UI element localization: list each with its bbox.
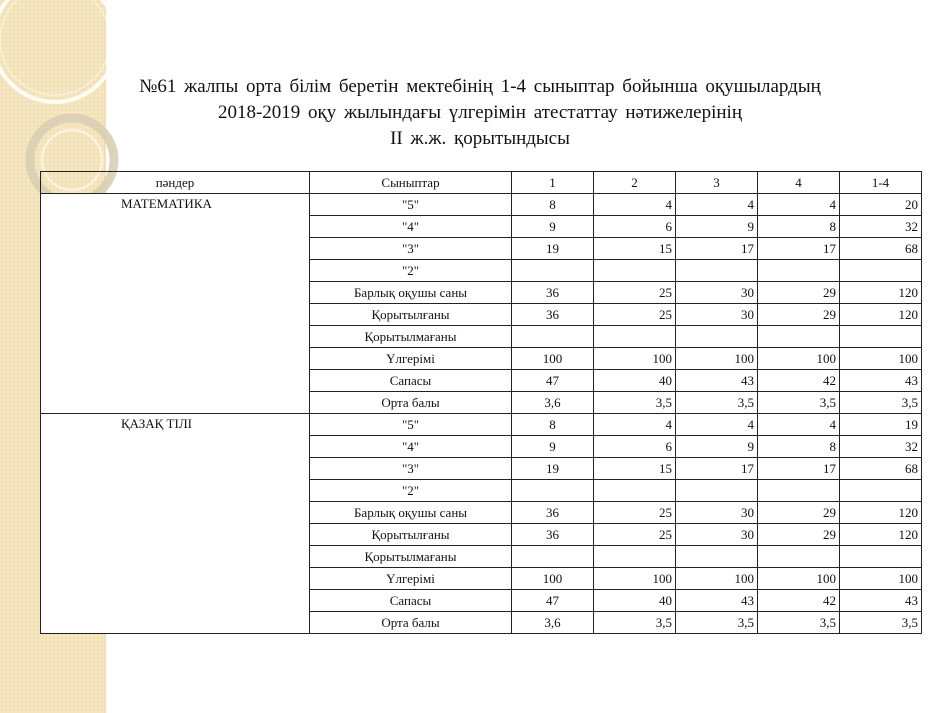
value-cell: 19: [512, 458, 594, 480]
value-cell: 17: [758, 238, 840, 260]
value-cell: 100: [758, 348, 840, 370]
value-cell: 42: [758, 590, 840, 612]
value-cell: 30: [676, 502, 758, 524]
indicator-label: "4": [310, 436, 512, 458]
value-cell: [840, 260, 922, 282]
value-cell: [676, 546, 758, 568]
title-line-3: ІІ ж.ж. қорытындысы: [390, 128, 570, 149]
subject-name: ҚАЗАҚ ТІЛІ: [41, 414, 310, 634]
value-cell: 100: [840, 348, 922, 370]
value-cell: 15: [594, 238, 676, 260]
table-header-row: [41, 172, 922, 194]
title-line-2: 2018-2019 оқу жылындағы үлгерімін атестаттау нәтижелерінің: [217, 102, 743, 123]
value-cell: 17: [758, 458, 840, 480]
table-row: [41, 194, 922, 216]
title-line-1: №61 жалпы орта білім беретін мектебінің 1-4 сыныптар бойынша оқушылардың: [139, 76, 821, 97]
indicator-label: "3": [310, 458, 512, 480]
value-cell: 3,6: [512, 392, 594, 414]
value-cell: 120: [840, 304, 922, 326]
indicator-label: Барлық оқушы саны: [310, 282, 512, 304]
value-cell: 30: [676, 524, 758, 546]
value-cell: 100: [512, 348, 594, 370]
value-cell: 40: [594, 590, 676, 612]
value-cell: 120: [840, 502, 922, 524]
header-classes: Сыныптар: [310, 172, 512, 194]
indicator-label: Орта балы: [310, 612, 512, 634]
value-cell: 4: [676, 414, 758, 436]
value-cell: 3,5: [594, 392, 676, 414]
header-grade-3: 3: [676, 172, 758, 194]
header-grade-1: 1: [512, 172, 594, 194]
value-cell: [512, 260, 594, 282]
indicator-label: Барлық оқушы саны: [310, 502, 512, 524]
value-cell: [676, 326, 758, 348]
value-cell: 100: [840, 568, 922, 590]
value-cell: 4: [594, 194, 676, 216]
value-cell: 100: [512, 568, 594, 590]
value-cell: [512, 326, 594, 348]
value-cell: [840, 326, 922, 348]
value-cell: 43: [676, 590, 758, 612]
value-cell: 17: [676, 458, 758, 480]
value-cell: 25: [594, 282, 676, 304]
value-cell: 100: [676, 568, 758, 590]
value-cell: 3,5: [676, 392, 758, 414]
header-total: 1-4: [840, 172, 922, 194]
value-cell: [594, 480, 676, 502]
value-cell: [758, 326, 840, 348]
value-cell: 8: [758, 436, 840, 458]
value-cell: [594, 326, 676, 348]
value-cell: 17: [676, 238, 758, 260]
value-cell: [512, 480, 594, 502]
value-cell: 3,5: [758, 612, 840, 634]
value-cell: 19: [840, 414, 922, 436]
value-cell: 43: [840, 590, 922, 612]
value-cell: 43: [676, 370, 758, 392]
value-cell: 9: [512, 216, 594, 238]
indicator-label: "5": [310, 414, 512, 436]
value-cell: 29: [758, 282, 840, 304]
indicator-label: Сапасы: [310, 370, 512, 392]
indicator-label: Үлгерімі: [310, 348, 512, 370]
indicator-label: "5": [310, 194, 512, 216]
value-cell: [676, 260, 758, 282]
value-cell: 9: [512, 436, 594, 458]
value-cell: 36: [512, 304, 594, 326]
value-cell: 100: [594, 568, 676, 590]
value-cell: 9: [676, 436, 758, 458]
value-cell: 15: [594, 458, 676, 480]
value-cell: 3,5: [758, 392, 840, 414]
value-cell: 32: [840, 436, 922, 458]
value-cell: 29: [758, 524, 840, 546]
indicator-label: Қорытылмағаны: [310, 326, 512, 348]
value-cell: 43: [840, 370, 922, 392]
value-cell: 4: [758, 414, 840, 436]
indicator-label: "4": [310, 216, 512, 238]
indicator-label: "3": [310, 238, 512, 260]
value-cell: [594, 260, 676, 282]
value-cell: 30: [676, 282, 758, 304]
indicator-label: Орта балы: [310, 392, 512, 414]
value-cell: [840, 546, 922, 568]
value-cell: 36: [512, 282, 594, 304]
value-cell: 36: [512, 502, 594, 524]
value-cell: 3,6: [512, 612, 594, 634]
header-subjects: пәндер: [41, 172, 310, 194]
value-cell: 29: [758, 304, 840, 326]
value-cell: 19: [512, 238, 594, 260]
value-cell: 3,5: [840, 612, 922, 634]
indicator-label: Қорытылмағаны: [310, 546, 512, 568]
value-cell: 3,5: [840, 392, 922, 414]
value-cell: 68: [840, 458, 922, 480]
indicator-label: "2": [310, 480, 512, 502]
value-cell: [758, 546, 840, 568]
value-cell: 25: [594, 502, 676, 524]
value-cell: 120: [840, 282, 922, 304]
value-cell: [676, 480, 758, 502]
value-cell: 120: [840, 524, 922, 546]
subject-name: МАТЕМАТИКА: [41, 194, 310, 414]
table-row: [41, 414, 922, 436]
indicator-label: Үлгерімі: [310, 568, 512, 590]
header-grade-4: 4: [758, 172, 840, 194]
value-cell: 68: [840, 238, 922, 260]
value-cell: 25: [594, 524, 676, 546]
results-table: [40, 171, 922, 634]
value-cell: [594, 546, 676, 568]
indicator-label: Қорытылғаны: [310, 524, 512, 546]
value-cell: 3,5: [594, 612, 676, 634]
value-cell: 4: [758, 194, 840, 216]
value-cell: 3,5: [676, 612, 758, 634]
value-cell: 42: [758, 370, 840, 392]
value-cell: [512, 546, 594, 568]
value-cell: 30: [676, 304, 758, 326]
value-cell: 100: [676, 348, 758, 370]
value-cell: 6: [594, 436, 676, 458]
value-cell: 9: [676, 216, 758, 238]
value-cell: 36: [512, 524, 594, 546]
value-cell: 47: [512, 370, 594, 392]
indicator-label: "2": [310, 260, 512, 282]
value-cell: 8: [512, 414, 594, 436]
indicator-label: Қорытылғаны: [310, 304, 512, 326]
value-cell: 6: [594, 216, 676, 238]
value-cell: [840, 480, 922, 502]
value-cell: 25: [594, 304, 676, 326]
value-cell: 29: [758, 502, 840, 524]
value-cell: 8: [758, 216, 840, 238]
value-cell: 32: [840, 216, 922, 238]
value-cell: 47: [512, 590, 594, 612]
indicator-label: Сапасы: [310, 590, 512, 612]
value-cell: [758, 480, 840, 502]
value-cell: 40: [594, 370, 676, 392]
value-cell: 8: [512, 194, 594, 216]
value-cell: 100: [594, 348, 676, 370]
header-grade-2: 2: [594, 172, 676, 194]
value-cell: 4: [594, 414, 676, 436]
value-cell: 20: [840, 194, 922, 216]
value-cell: 4: [676, 194, 758, 216]
page-title: [60, 74, 900, 152]
value-cell: [758, 260, 840, 282]
value-cell: 100: [758, 568, 840, 590]
